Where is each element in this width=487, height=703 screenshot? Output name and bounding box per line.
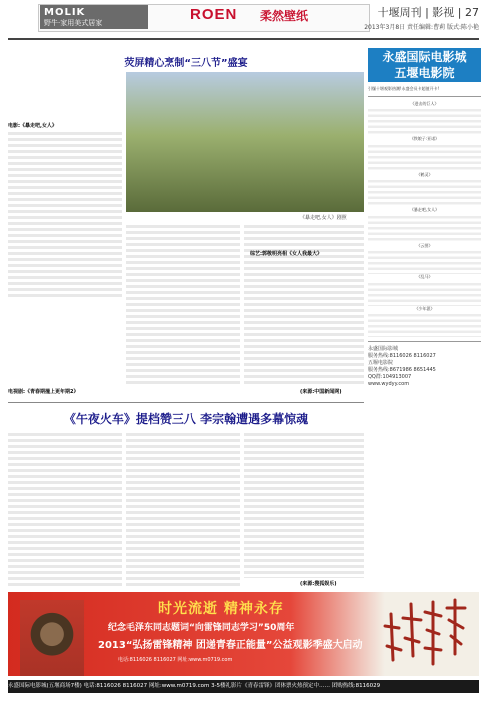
page-header bbox=[0, 0, 487, 42]
film-2-info bbox=[368, 142, 481, 172]
article1-col3-text bbox=[244, 222, 364, 384]
film-1[interactable]: 《进击的巨人》 bbox=[410, 100, 439, 106]
sidebar-rule bbox=[368, 96, 481, 97]
cinema-title-line1: 永盛国际电影城 bbox=[382, 50, 467, 64]
article1-source: (来源:中国新闻网) bbox=[300, 389, 342, 395]
phone-2: 五堰电影院 bbox=[368, 360, 394, 366]
film-1-info bbox=[368, 106, 481, 136]
roen-ad[interactable] bbox=[150, 5, 366, 29]
article1-col1-text bbox=[8, 129, 122, 299]
cinema-sidebar bbox=[368, 48, 481, 388]
banner-slogan: 时光流逝 精神永存 bbox=[158, 601, 284, 617]
film-3-info bbox=[368, 177, 481, 207]
header-rule bbox=[8, 38, 479, 40]
molik-ad[interactable] bbox=[40, 5, 148, 29]
page-heading bbox=[364, 4, 479, 31]
cinema-contacts bbox=[368, 346, 481, 388]
article1-col1 bbox=[8, 72, 122, 299]
page-footer: 永盛国际电影城(五堰商场7楼) 电话:8116026 8116027 网址:www.m0719.com 3-5楼礼影片《青春雷锋》团体票火热预定中…… 团购热线:8116029 bbox=[8, 680, 479, 693]
cinema-title bbox=[368, 48, 481, 82]
article2-col1-text bbox=[8, 430, 122, 586]
article2-col3-text bbox=[244, 430, 364, 578]
article1-title: 荧屏精心烹制“三八节”盛宴 bbox=[124, 58, 248, 69]
phone-1: 服务热线:8116026 8116027 bbox=[368, 353, 436, 359]
film-6[interactable]: 《乱马》 bbox=[416, 274, 433, 279]
film-4[interactable]: 《暴走吧,女人》 bbox=[409, 207, 440, 212]
cinema-note: 引爆十堰观影热潮!永盛会员卡超值开卡! bbox=[368, 86, 440, 91]
film-7-info bbox=[368, 311, 481, 337]
qq-group: QQ群:104913007 bbox=[368, 374, 412, 380]
article1-section2: 电视剧:《青春期撞上更年期2》 bbox=[8, 389, 79, 395]
film-5-info bbox=[368, 248, 481, 274]
page-meta: 2013年3月8日 责任编辑:曹莉 版式:陈小艳 bbox=[364, 24, 479, 31]
film-7[interactable]: 《少年派》 bbox=[414, 305, 435, 311]
addr-title: 永盛国际影城 bbox=[368, 346, 399, 352]
cinema-title-line2: 五堰电影院 bbox=[394, 66, 455, 80]
article2-title: 《午夜火车》提档赞三八 李宗翰遭遇多幕惊魂 bbox=[63, 412, 309, 426]
page-title: 十堰周刊 | 影视 | 27 bbox=[377, 6, 479, 19]
photo-caption: 《暴走吧,女人》剧照 bbox=[300, 215, 347, 221]
film-6-info bbox=[368, 280, 481, 306]
molik-sub: 野牛·家用美式居家 bbox=[44, 19, 103, 27]
film-3[interactable]: 《鹤灵》 bbox=[416, 171, 433, 177]
molik-logo: MOLIK bbox=[44, 7, 86, 18]
article1-section3: 综艺:郭敬明亮相《女人我最大》 bbox=[250, 251, 323, 257]
phone-3: 服务热线:8671986 8651445 bbox=[368, 367, 436, 373]
article1-col2-text bbox=[126, 222, 240, 384]
website[interactable]: www.wydyy.com bbox=[368, 381, 410, 387]
calligraphy-image bbox=[375, 594, 475, 674]
roen-cn: 柔然壁纸 bbox=[260, 9, 309, 23]
film-list bbox=[368, 101, 481, 338]
article2-source: (来源:搜狐娱乐) bbox=[300, 581, 337, 587]
banner-line2: 纪念毛泽东同志题词“向雷锋同志学习”50周年 bbox=[108, 623, 295, 633]
film-4-info bbox=[368, 213, 481, 243]
banner-line3: 2013“弘扬雷锋精神 团递青春正能量”公益观影季盛大启动 bbox=[98, 640, 363, 651]
article1-photo bbox=[126, 72, 364, 212]
roen-logo: ROEN bbox=[190, 6, 238, 23]
film-5[interactable]: 《云图》 bbox=[416, 242, 433, 248]
sidebar-rule-2 bbox=[368, 341, 481, 342]
portrait-image bbox=[20, 600, 84, 676]
banner-contact: 电话:8116026 8116027 网址:www.m0719.com bbox=[118, 657, 233, 663]
article1-section1: 电影:《暴走吧,女人》 bbox=[8, 123, 57, 129]
divider bbox=[8, 402, 364, 403]
article2-col2-text bbox=[126, 430, 240, 586]
film-2[interactable]: 《铁娘子:亚诺》 bbox=[409, 136, 440, 141]
